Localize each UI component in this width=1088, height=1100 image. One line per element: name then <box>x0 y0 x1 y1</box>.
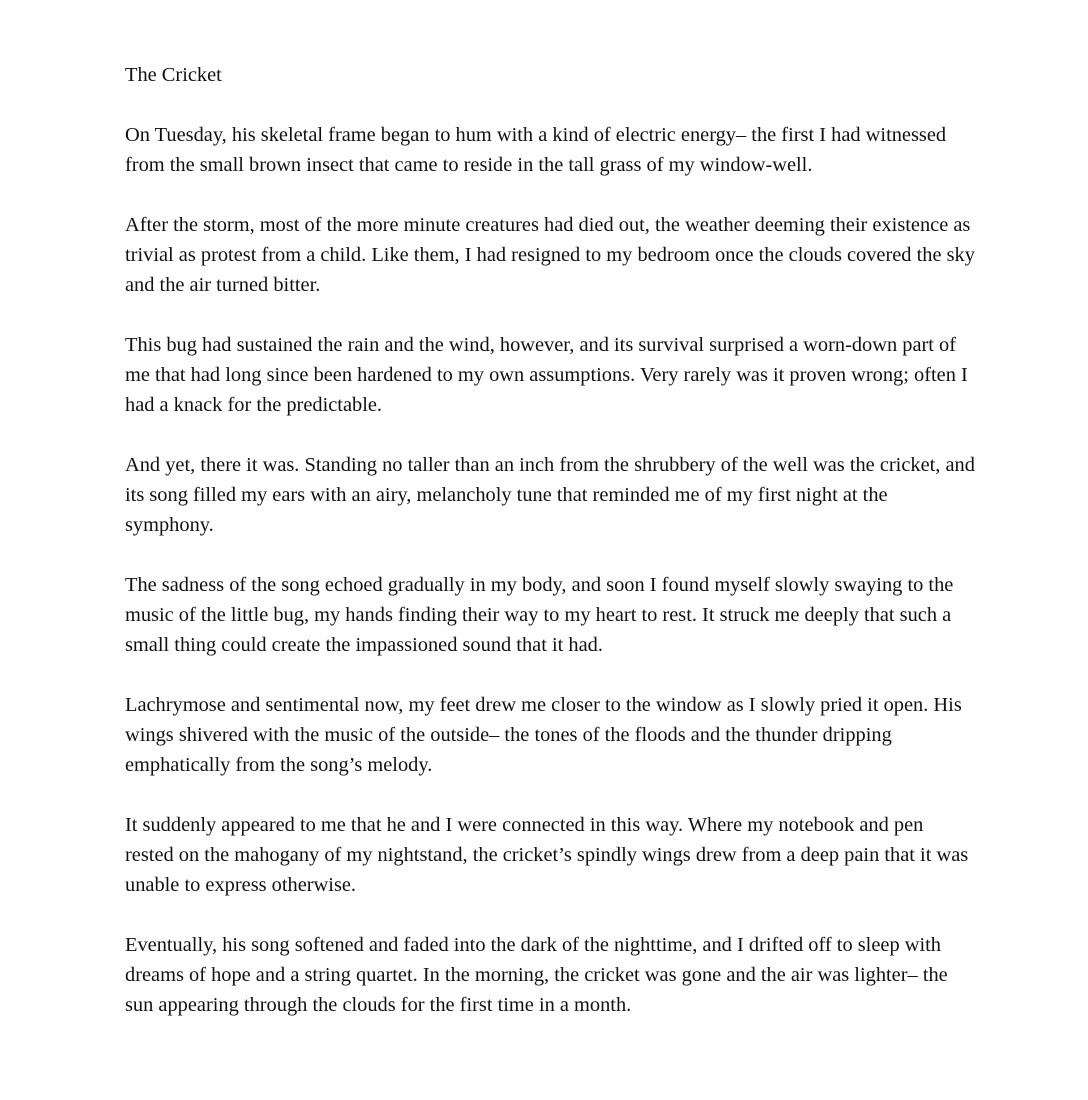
paragraph: Eventually, his song softened and faded into the dark of the nighttime, and I drifted off to sleep with dreams of hope and a string quartet. In the morning, the cricket was gone and the air was lighter– the sun appearing through the clouds for the first time in a month. <box>125 934 948 1016</box>
document-title: The Cricket <box>125 64 222 86</box>
paragraph: Lachrymose and sentimental now, my feet drew me closer to the window as I slowly pried it open. His wings shivered with the music of the outside– the tones of the floods and the thunder dripping emphatically from the song’s melody. <box>125 694 962 776</box>
paragraph: And yet, there it was. Standing no taller than an inch from the shrubbery of the well was the cricket, and its song filled my ears with an airy, melancholy tune that reminded me of my first night at the symphony. <box>125 454 975 536</box>
paragraph: After the storm, most of the more minute creatures had died out, the weather deeming their existence as trivial as protest from a child. Like them, I had resigned to my bedroom once the clouds covered the sky and the air turned bitter. <box>125 214 975 296</box>
document-body <box>125 60 975 1050</box>
paragraph: On Tuesday, his skeletal frame began to hum with a kind of electric energy– the first I had witnessed from the small brown insect that came to reside in the tall grass of my window-well. <box>125 124 947 176</box>
paragraph: The sadness of the song echoed gradually in my body, and soon I found myself slowly swaying to the music of the little bug, my hands finding their way to my heart to rest. It struck me deeply that such a small thing could create the impassioned sound that it had. <box>125 574 954 656</box>
paragraph: It suddenly appeared to me that he and I were connected in this way. Where my notebook and pen rested on the mahogany of my nightstand, the cricket’s spindly wings drew from a deep pain that it was unable to express otherwise. <box>125 814 969 896</box>
paragraph: This bug had sustained the rain and the wind, however, and its survival surprised a worn-down part of me that had long since been hardened to my own assumptions. Very rarely was it proven wrong; often I had a knack for the predictable. <box>125 334 968 416</box>
